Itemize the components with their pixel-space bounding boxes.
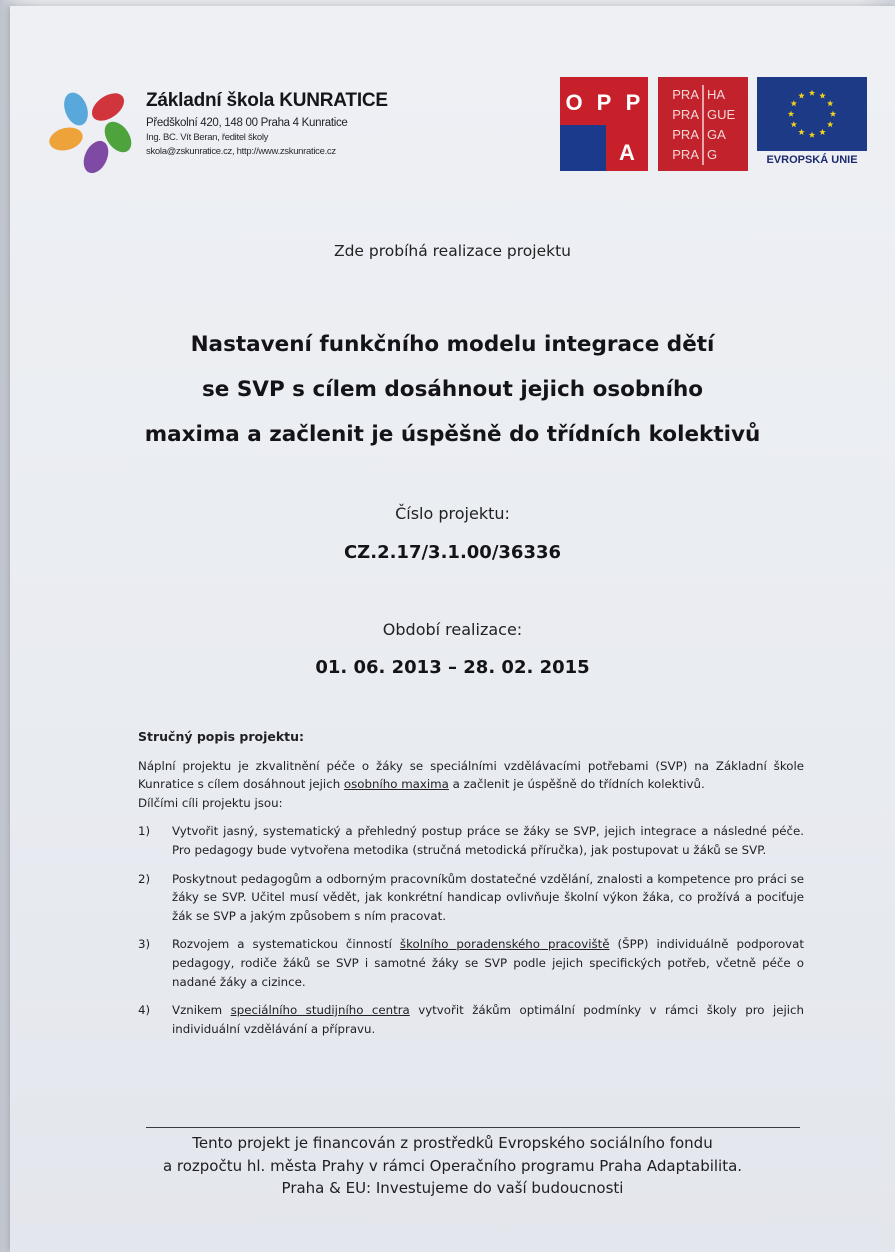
description-underlined: osobního maxima	[343, 777, 449, 792]
praha-row-4-right: G	[707, 147, 718, 162]
praha-row-4-left: PRA	[672, 147, 699, 162]
goal-underlined: školního poradenského pracoviště	[399, 937, 610, 952]
poster-sheet	[10, 6, 895, 1252]
intro-text: Zde probíhá realizace projektu	[333, 242, 572, 260]
eu-caption: EVROPSKÁ UNIE	[766, 154, 858, 166]
goal-item	[138, 1001, 804, 1038]
praha-row-3-left: PRA	[672, 127, 699, 142]
school-director: Ing. BC. Vít Beran, ředitel školy	[146, 132, 269, 143]
period-label: Období realizace:	[382, 620, 523, 639]
goals-intro: Dílčími cíli projektu jsou:	[138, 795, 283, 810]
school-pinwheel-logo	[46, 83, 140, 177]
footer-line-3: Praha & EU: Investujeme do vaší budoucnosti	[281, 1179, 624, 1197]
opp-letter-2: P	[596, 90, 612, 115]
description-text-end: a začlenit je úspěšně do třídních kolektivů.	[448, 777, 705, 792]
goal-number: 2)	[138, 871, 151, 886]
title-line-3: maxima a začlenit je úspěšně do třídních kolektivů	[144, 422, 761, 447]
title-line-2: se SVP s cílem dosáhnout jejich osobního	[201, 377, 704, 402]
goal-item	[138, 870, 804, 926]
goal-text-start: Rozvojem a systematickou činností	[172, 937, 400, 952]
project-title	[10, 322, 895, 457]
school-info	[146, 90, 446, 157]
praha-row-1-left: PRA	[672, 87, 699, 102]
praha-row-1-right: HA	[707, 87, 726, 102]
praha-logo	[658, 77, 748, 171]
opp-letter-3: P	[625, 90, 641, 115]
goal-number: 3)	[138, 937, 151, 952]
school-name: Základní škola KUNRATICE	[146, 90, 388, 111]
footer-line-2: a rozpočtu hl. města Prahy v rámci Operačního programu Praha Adaptabilita.	[162, 1156, 743, 1175]
goal-text-end: vytvořit žákům optimální podmínky v rámci školy pro jejich individuální vzdělávání a přípravu.	[172, 1003, 804, 1036]
project-description	[138, 728, 804, 1048]
goal-item	[138, 822, 804, 859]
footer-divider	[146, 1127, 800, 1128]
praha-row-3-right: GA	[707, 127, 726, 142]
goal-number: 1)	[138, 824, 151, 839]
project-number: CZ.2.17/3.1.00/36336	[343, 542, 562, 563]
opp-letter-1: O	[565, 90, 583, 115]
goals-list	[138, 822, 804, 1038]
praha-row-2-left: PRA	[672, 107, 699, 122]
goal-text-end: (ŠPP) individuálně podporovat pedagogy, rodiče žáků se SVP i samotné žáky se SVP podle jejich specifických potřeb, včetně péče o nadané žáky a cizince.	[172, 937, 805, 989]
footer-line-1: Tento projekt je financován z prostředků Evropského sociálního fondu	[192, 1134, 713, 1152]
goal-text-start: Vznikem	[172, 1003, 231, 1018]
opp-letter-4: A	[619, 140, 635, 165]
goal-text: Poskytnout pedagogům a odborným pracovníkům dostatečné vzdělání, znalosti a kompetence pro práci se žáky se SVP. Učitel musí vědět, jak konkrétní handicap ovlivňuje školní výkon žáka, co prožívá a pociťuje žák se SVP a jakým způsobem s ním pracovat.	[172, 871, 804, 923]
goal-underlined: speciálního studijního centra	[230, 1003, 410, 1018]
title-line-1: Nastavení funkčního modelu integrace dětí	[190, 332, 715, 357]
goal-text	[172, 935, 804, 991]
opp-a-logo	[560, 77, 648, 171]
praha-row-2-right: GUE	[707, 107, 736, 122]
school-address: Předškolní 420, 148 00 Praha 4 Kunratice	[146, 117, 348, 129]
description-paragraph	[138, 757, 804, 794]
description-heading: Stručný popis projektu:	[138, 729, 305, 744]
goal-text: Vytvořit jasný, systematický a přehledný postup práce se žáky se SVP, jejich integrace a následné péče. Pro pedagogy bude vytvořena metodika (stručná metodická příručka), jak postupovat u žáků se SVP.	[172, 824, 804, 857]
goal-number: 4)	[138, 1003, 151, 1018]
goal-item	[138, 935, 804, 991]
school-contact: skola@zskunratice.cz, http://www.zskunratice.cz	[146, 146, 336, 157]
period-value: 01. 06. 2013 – 28. 02. 2015	[315, 657, 590, 678]
project-number-label: Číslo projektu:	[395, 504, 510, 523]
goal-text	[172, 1001, 804, 1038]
description-text-start: Náplní projektu je zkvalitnění péče o žáky se speciálními vzdělávacími potřebami (SVP) na Základní škole Kunratice s cílem dosáhnout jejich	[138, 758, 804, 792]
funding-footer	[10, 1132, 895, 1200]
